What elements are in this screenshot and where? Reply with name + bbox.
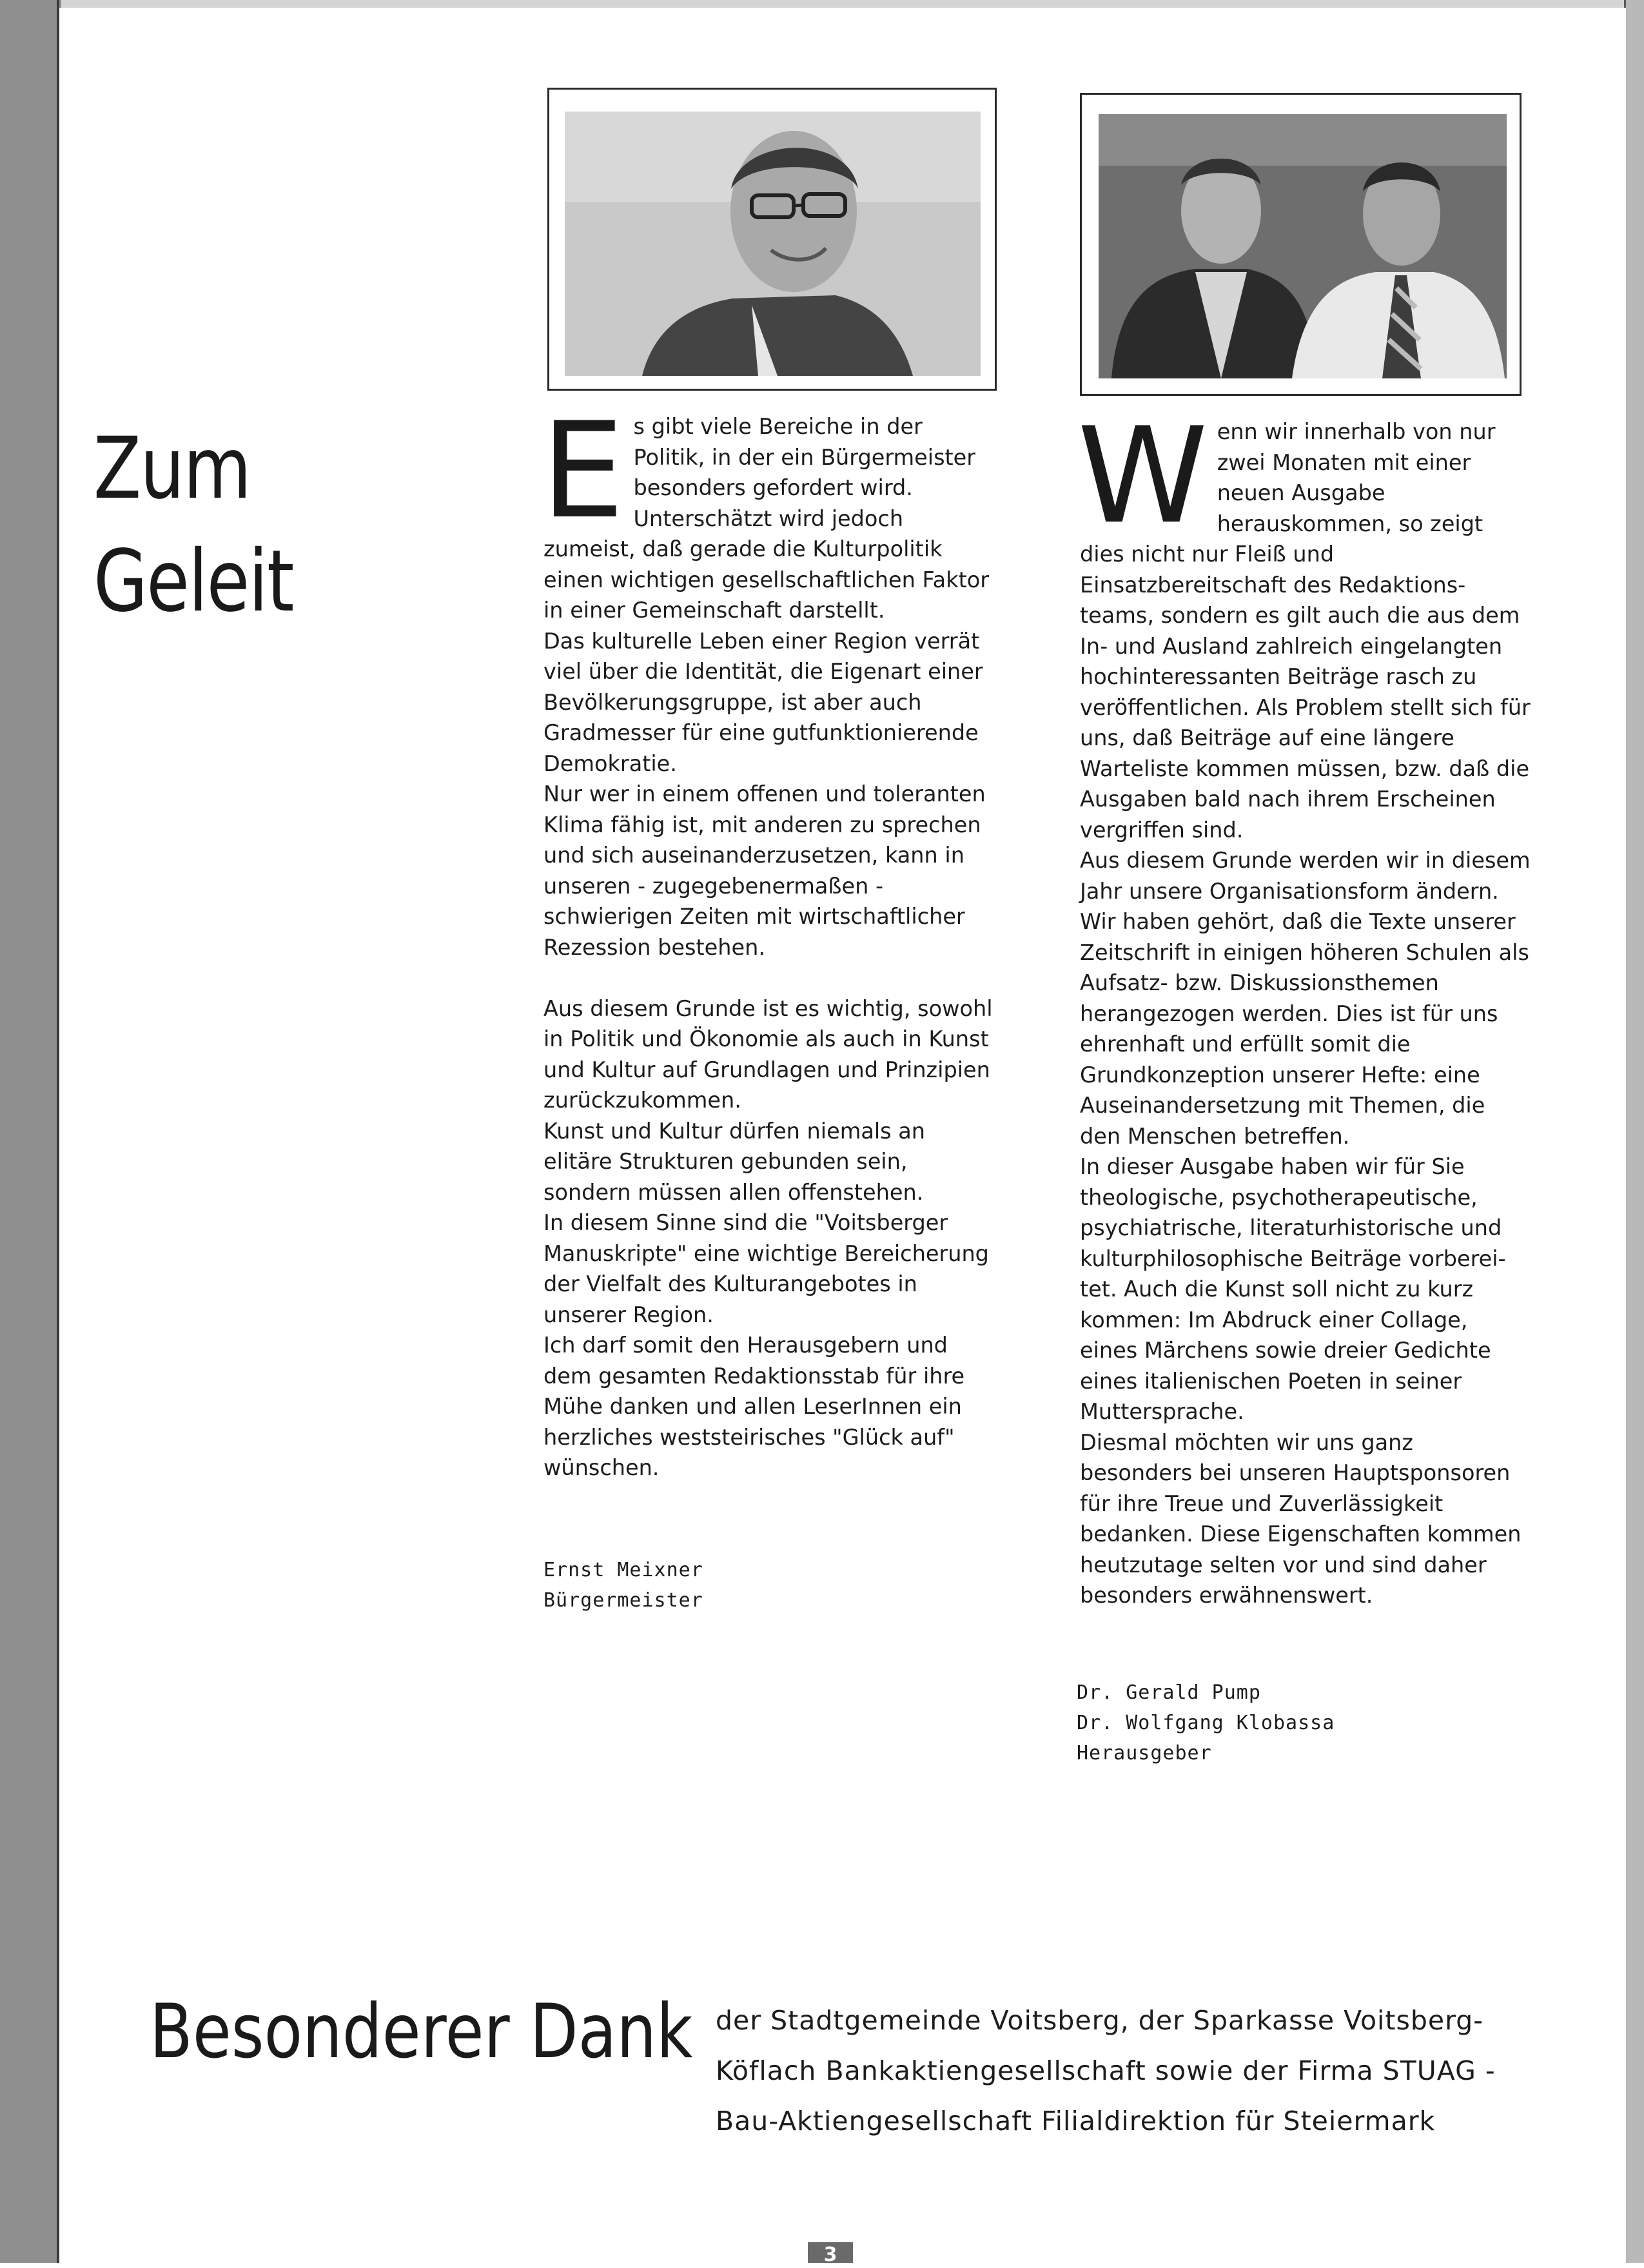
foreword-paragraph: In dieser Ausgabe haben wir für Sie theologische, psychotherapeutische, psychiatrische, literaturhistorische und kulturphilosophische Beiträge vorberei-tet. Auch die Kunst soll nicht zu kurz kommen: Im Abdruck einer Collage, eines Märchens sowie dreier Gedichte eines italienischen Poeten in seiner Muttersprache. bbox=[1080, 1154, 1506, 1424]
foreword-paragraph: Aus diesem Grunde werden wir in diesem Jahr unsere Organisationsform ändern. bbox=[1080, 848, 1531, 904]
mayor-signature bbox=[543, 1555, 703, 1616]
foreword-paragraph: Wir haben gehört, daß die Texte unserer Zeitschrift in einigen höheren Schulen als Aufsatz- bzw. Diskussionsthemen herangezogen werden. Dies ist für uns ehrenhaft und erfüllt somit die Grundkonzeption unserer Hefte: eine Auseinandersetzung mit Themen, die den Menschen betreffen. bbox=[1080, 909, 1529, 1149]
signature-title: Herausgeber bbox=[1077, 1742, 1212, 1765]
mayor-portrait-photo bbox=[565, 112, 981, 376]
drop-cap-e: E bbox=[541, 395, 625, 548]
thanks-heading: Besonderer Dank bbox=[150, 1988, 693, 2075]
editors-foreword bbox=[1077, 400, 1531, 1611]
signature-title: Bürgermeister bbox=[543, 1589, 703, 1612]
thanks-text bbox=[716, 1995, 1547, 2146]
signature-line: Dr. Gerald Pump bbox=[1077, 1681, 1261, 1704]
heading-line-1: Zum bbox=[93, 419, 251, 518]
signature-name: Ernst Meixner bbox=[543, 1559, 703, 1581]
foreword-paragraph: s gibt viele Bereiche in der Politik, in der ein Bürgermeister besonders gefordert wird. bbox=[633, 414, 976, 500]
signature-line: Dr. Wolfgang Klobassa bbox=[1077, 1712, 1335, 1734]
thanks-line: der Stadtgemeinde Voitsberg, der Sparkasse Voitsberg- bbox=[716, 2005, 1484, 2036]
foreword-paragraph: enn wir innerhalb von nur zwei Monaten mit einer neuen Ausgabe herauskommen, so zeigt dies nicht nur Fleiß und Einsatzbereitschaft des Redaktions-teams, sondern es gilt auch die aus dem In- und Ausland zahlreich eingelangten hochinteressanten Beiträge rasch zu veröffentlichen. Als Problem stellt sich für uns, daß Beiträge auf eine längere Warteliste kommen müssen, bzw. daß die Ausgaben bald nach ihrem Erscheinen vergriffen sind. bbox=[1080, 419, 1531, 843]
foreword-paragraph: Unterschätzt wird jedoch zumeist, daß gerade die Kulturpolitik einen wichtigen gesellschaftlichen Faktor in einer Gemeinschaft darstellt. bbox=[543, 505, 990, 623]
foreword-paragraph: Ich darf somit den Herausgebern und dem gesamten Redaktionsstab für ihre Mühe danken und allen LeserInnen ein herzliches weststeirisches "Glück auf" wünschen. bbox=[543, 1333, 965, 1480]
page-heading bbox=[93, 413, 293, 638]
scan-border-left bbox=[0, 0, 61, 2263]
drop-cap-w: W bbox=[1077, 400, 1208, 553]
scan-border-right bbox=[1625, 0, 1644, 2263]
foreword-paragraph: Das kulturelle Leben einer Region verrät viel über die Identität, die Eigenart einer Bevölkerungsgruppe, ist aber auch Gradmesser für eine gutfunktionierende Demokratie. bbox=[543, 628, 983, 776]
foreword-paragraph: In diesem Sinne sind die "Voitsberger Manuskripte" eine wichtige Bereicherung der Vielfalt des Kulturangebotes in unserer Region. bbox=[543, 1210, 989, 1327]
scan-border-top bbox=[59, 0, 1626, 8]
foreword-paragraph: Diesmal möchten wir uns ganz besonders bei unseren Hauptsponsoren für ihre Treue und Zuverlässigkeit bedanken. Diese Eigenschaften kommen heutzutage selten vor und sind daher besonders erwähnenswert. bbox=[1080, 1429, 1522, 1608]
foreword-paragraph: Aus diesem Grunde ist es wichtig, sowohl in Politik und Ökonomie als auch in Kunst und Kultur auf Grundlagen und Prinzipien zurückzukommen. bbox=[543, 995, 993, 1113]
mayor-foreword bbox=[541, 395, 998, 1483]
thanks-line: Bau-Aktiengesellschaft Filialdirektion für Steiermark bbox=[716, 2106, 1436, 2136]
editors-signature bbox=[1077, 1677, 1335, 1768]
foreword-paragraph: Nur wer in einem offenen und toleranten Klima fähig ist, mit anderen zu sprechen und sich auseinanderzusetzen, kann in unseren - zugegebenermaßen - schwierigen Zeiten mit wirtschaftlicher Rezession bestehen. bbox=[543, 781, 986, 960]
mayor-photo-frame bbox=[547, 88, 997, 391]
foreword-paragraph: Kunst und Kultur dürfen niemals an elitäre Strukturen gebunden sein, sondern müssen allen offenstehen. bbox=[543, 1118, 926, 1205]
thanks-line: Köflach Bankaktiengesellschaft sowie der Firma STUAG - bbox=[716, 2055, 1496, 2086]
page-number: 3 bbox=[808, 2242, 853, 2263]
editors-photo-frame bbox=[1080, 93, 1522, 396]
editors-portrait-photo bbox=[1099, 114, 1507, 378]
heading-line-2: Geleit bbox=[93, 532, 293, 631]
